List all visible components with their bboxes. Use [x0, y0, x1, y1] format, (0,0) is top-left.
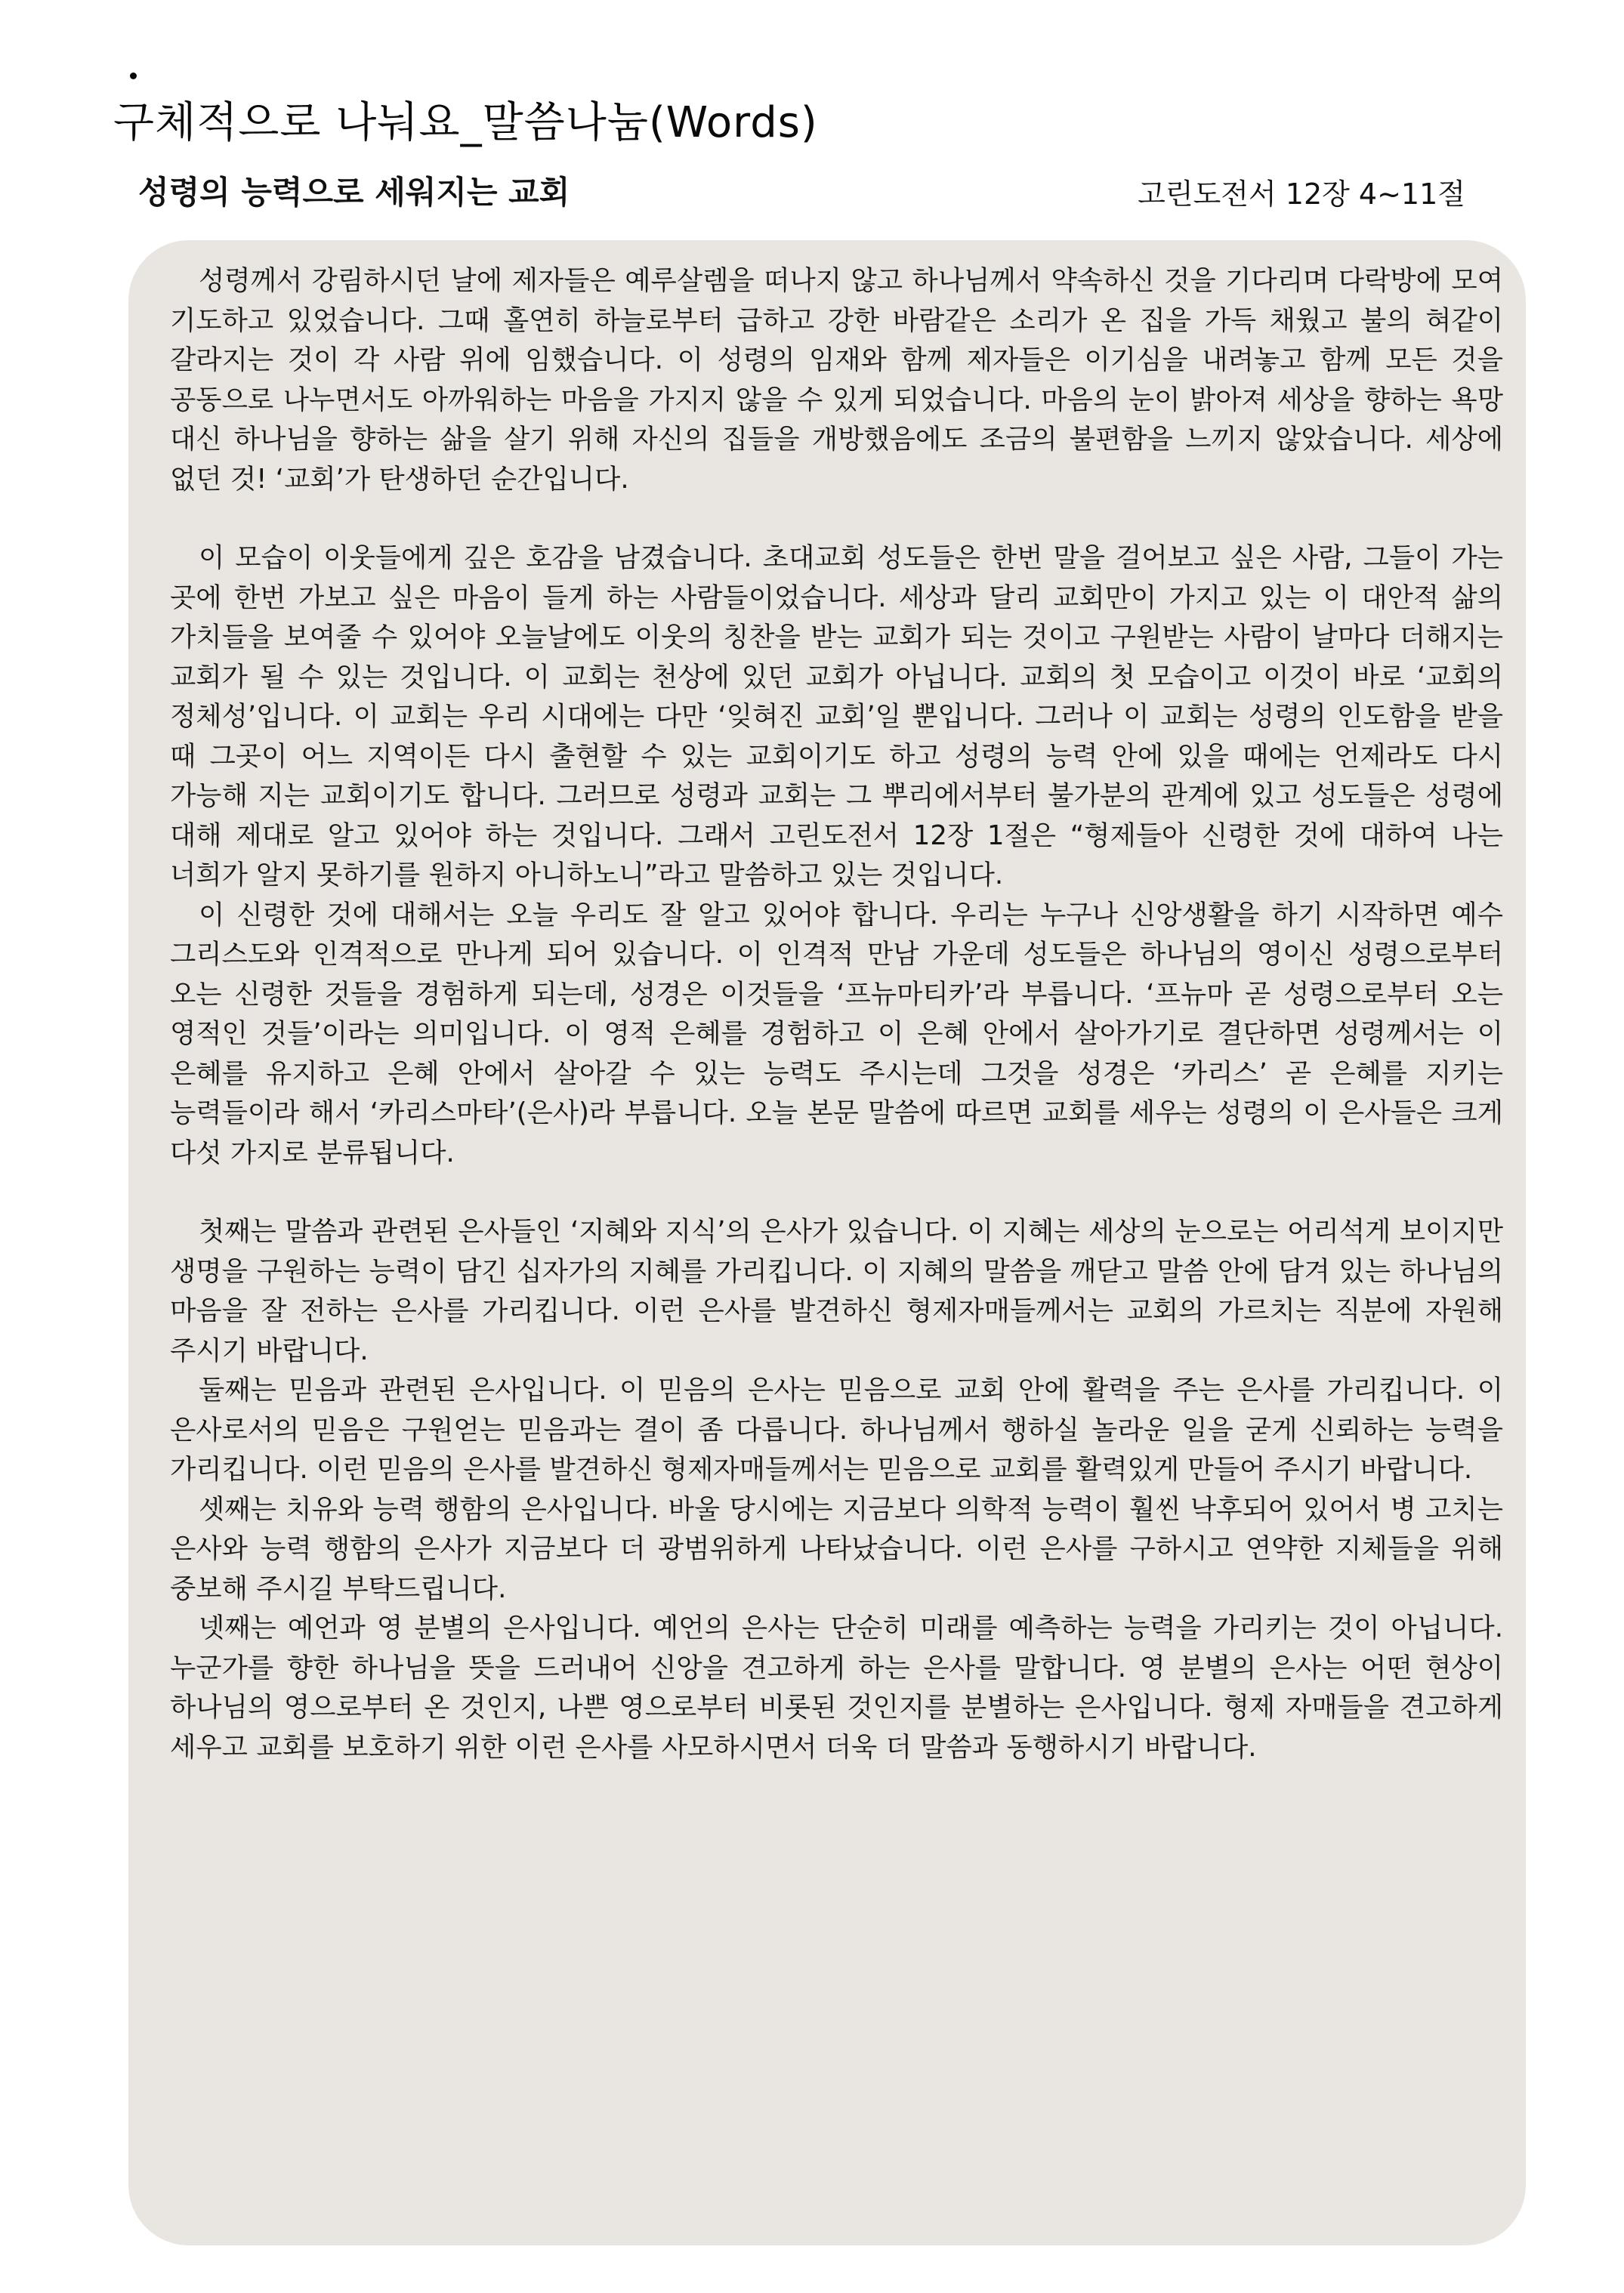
paragraph-spacer — [170, 1173, 1503, 1212]
sermon-title: 성령의 능력으로 세워지는 교회 — [138, 174, 570, 211]
paragraph-spacer — [170, 499, 1503, 539]
paragraph-7: 넷째는 예언과 영 분별의 은사입니다. 예언의 은사는 단순히 미래를 예측하는 능력을 가리키는 것이 아닙니다. 누군가를 향한 하나님을 뜻을 드러내어 신앙을 견고하게 하는 은사를 말합니다. 영 분별의 은사는 어떤 현상이 하나님의 영으로부터 온 것인지, 나쁜 영으로부터 비롯된 것인지를 분별하는 은사입니다. 형제 자매들을 견고하게 세우고 교회를 보호하기 위한 이런 은사를 사모하시면서 더욱 더 말씀과 동행하시기 바랍니다. — [170, 1613, 1503, 1763]
scripture-reference: 고린도전서 12장 4~11절 — [1138, 177, 1465, 211]
paragraph-5: 둘째는 믿음과 관련된 은사입니다. 이 믿음의 은사는 믿음으로 교회 안에 활력을 주는 은사를 가리킵니다. 이 은사로서의 믿음은 구원얻는 믿음과는 결이 좀 다릅니다. 하나님께서 행하실 놀라운 일을 굳게 신뢰하는 능력을 가리킵니다. 이런 믿음의 은사를 발견하신 형제자매들께서는 믿음으로 교회를 활력있게 만들어 주시기 바랍니다. — [170, 1375, 1503, 1485]
paragraph-3: 이 신령한 것에 대해서는 오늘 우리도 잘 알고 있어야 합니다. 우리는 누구나 신앙생활을 하기 시작하면 예수 그리스도와 인격적으로 만나게 되어 있습니다. 이 인격적 만남 가운데 성도들은 하나님의 영이신 성령으로부터 오는 신령한 것들을 경험하게 되는데, 성경은 이것들을 ‘프뉴마티카’라 부릅니다. ‘프뉴마 곧 성령으로부터 오는 영적인 것들’이라는 의미입니다. 이 영적 은혜를 경험하고 이 은혜 안에서 살아가기로 결단하면 성령께서는 이 은혜를 유지하고 은혜 안에서 살아갈 수 있는 능력도 주시는데 그것을 성경은 ‘카리스’ 곧 은혜를 지키는 능력들이라 해서 ‘카리스마타’(은사)라 부릅니다. 오늘 본문 말씀에 따르면 교회를 세우는 성령의 이 은사들은 크게 다섯 가지로 분류됩니다. — [170, 899, 1503, 1168]
paragraph-2: 이 모습이 이웃들에게 깊은 호감을 남겼습니다. 초대교회 성도들은 한번 말을 걸어보고 싶은 사람, 그들이 가는 곳에 한번 가보고 싶은 마음이 들게 하는 사람들이었습니다. 세상과 달리 교회만이 가지고 있는 이 대안적 삶의 가치들을 보여줄 수 있어야 오늘날에도 이웃의 칭찬을 받는 교회가 되는 것이고 구원받는 사람이 날마다 더해지는 교회가 될 수 있는 것입니다. 이 교회는 천상에 있던 교회가 아닙니다. 교회의 첫 모습이고 이것이 바로 ‘교회의 정체성’입니다. 이 교회는 우리 시대에는 다만 ‘잊혀진 교회’일 뿐입니다. 그러나 이 교회는 성령의 인도함을 받을 때 그곳이 어느 지역이든 다시 출현할 수 있는 교회이기도 하고 성령의 능력 안에 있을 때에는 언제라도 다시 가능해 지는 교회이기도 합니다. 그러므로 성령과 교회는 그 뿌리에서부터 불가분의 관계에 있고 성도들은 성령에 대해 제대로 알고 있어야 하는 것입니다. 그래서 고린도전서 12장 1절은 “형제들아 신령한 것에 대하여 나는 너희가 알지 못하기를 원하지 아니하노니”라고 말씀하고 있는 것입니다. — [170, 542, 1503, 890]
page-title: 구체적으로 나눠요_말씀나눔(Words) — [113, 98, 818, 147]
paragraph-4: 첫째는 말씀과 관련된 은사들인 ‘지혜와 지식’의 은사가 있습니다. 이 지혜는 세상의 눈으로는 어리석게 보이지만 생명을 구원하는 능력이 담긴 십자가의 지혜를 가리킵니다. 이 지혜의 말씀을 깨닫고 말씀 안에 담겨 있는 하나님의 마음을 잘 전하는 은사를 가리킵니다. 이런 은사를 발견하신 형제자매들께서는 교회의 가르치는 직분에 자원해 주시기 바랍니다. — [170, 1216, 1503, 1366]
paragraph-6: 셋째는 치유와 능력 행함의 은사입니다. 바울 당시에는 지금보다 의학적 능력이 훨씬 낙후되어 있어서 병 고치는 은사와 능력 행함의 은사가 지금보다 더 광범위하게 나타났습니다. 이런 은사를 구하시고 연약한 지체들을 위해 중보해 주시길 부탁드립니다. — [170, 1493, 1503, 1604]
title-dot — [130, 73, 137, 79]
paragraph-1: 성령께서 강림하시던 날에 제자들은 예루살렘을 떠나지 않고 하나님께서 약속하신 것을 기다리며 다락방에 모여 기도하고 있었습니다. 그때 홀연히 하늘로부터 급하고 강한 바람같은 소리가 온 집을 가득 채웠고 불의 혀같이 갈라지는 것이 각 사람 위에 임했습니다. 이 성령의 임재와 함께 제자들은 이기심을 내려놓고 함께 모든 것을 공동으로 나누면서도 아까워하는 마음을 가지지 않을 수 있게 되었습니다. 마음의 눈이 밝아져 세상을 향하는 욕망 대신 하나님을 향하는 삶을 살기 위해 자신의 집들을 개방했음에도 조금의 불편함을 느끼지 않았습니다. 세상에 없던 것! ‘교회’가 탄생하던 순간입니다. — [170, 265, 1503, 495]
sermon-text-panel — [128, 240, 1526, 2245]
